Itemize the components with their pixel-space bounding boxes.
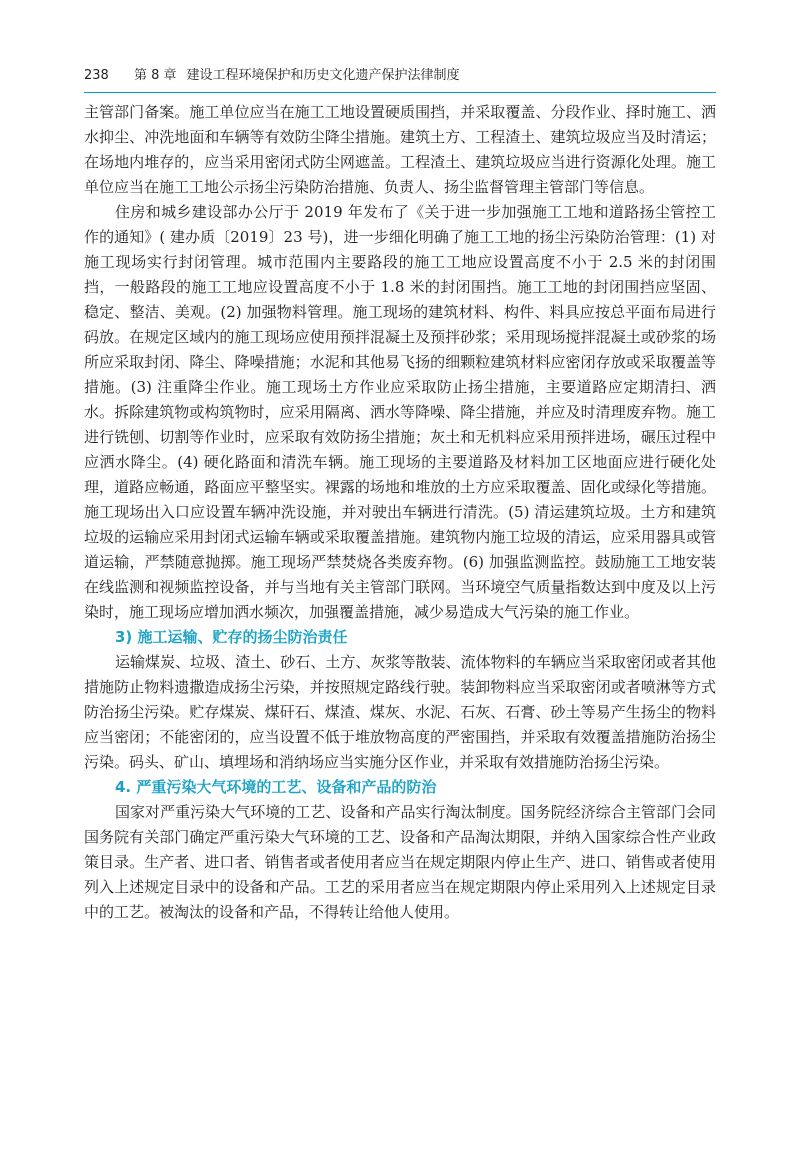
running-head: [84, 66, 716, 90]
section-heading-4: 4. 严重污染大气环境的工艺、设备和产品的防治: [115, 778, 437, 796]
chapter-label: 第 8 章: [134, 68, 177, 83]
paragraph-1: 主管部门备案。施工单位应当在施工工地设置硬质围挡，并采取覆盖、分段作业、择时施工、洒水抑尘、冲洗地面和车辆等有效防尘降尘措施。建筑土方、工程渣土、建筑垃圾应当及时清运；在场地内堆存的，应当采用密闭式防尘网遮盖。工程渣土、建筑垃圾应当进行资源化处理。施工单位应当在施工工地公示扬尘污染防治措施、负责人、扬尘监督管理主管部门等信息。: [84, 103, 716, 196]
chapter-title: 建设工程环境保护和历史文化遗产保护法律制度: [186, 68, 460, 83]
paragraph-3: 运输煤炭、垃圾、渣土、砂石、土方、灰浆等散装、流体物料的车辆应当采取密闭或者其他措施防止物料遗撒造成扬尘污染，并按照规定路线行驶。装卸物料应当采取密闭或者喷淋等方式防治扬尘污染。贮存煤炭、煤矸石、煤渣、煤灰、水泥、石灰、石膏、砂土等易产生扬尘的物料应当密闭；不能密闭的，应当设置不低于堆放物高度的严密围挡，并采取有效覆盖措施防治扬尘污染。码头、矿山、填埋场和消纳场应当实施分区作业，并采取有效措施防治扬尘污染。: [84, 653, 716, 771]
paragraph-4: 国家对严重污染大气环境的工艺、设备和产品实行淘汰制度。国务院经济综合主管部门会同国务院有关部门确定严重污染大气环境的工艺、设备和产品淘汰期限，并纳入国家综合性产业政策目录。生产者、进口者、销售者或者使用者应当在规定期限内停止生产、进口、销售或者使用列入上述规定目录中的设备和产品。工艺的采用者应当在规定期限内停止采用列入上述规定目录中的工艺。被淘汰的设备和产品，不得转让给他人使用。: [84, 803, 716, 921]
body-text: [84, 100, 716, 925]
section-heading-3: 3) 施工运输、贮存的扬尘防治责任: [115, 628, 348, 646]
paragraph-2: 住房和城乡建设部办公厅于 2019 年发布了《关于进一步加强施工工地和道路扬尘管控工作的通知》( 建办质〔2019〕23 号)，进一步细化明确了施工工地的扬尘污染防治管理：(1) 对施工现场实行封闭管理。城市范围内主要路段的施工工地应设置高度不小于 2.5 米的封闭围挡，一般路段的施工工地应设置高度不小于 1.8 米的封闭围挡。施工工地的封闭围挡应坚固、稳定、整洁、美观。(2) 加强物料管理。施工现场的建筑材料、构件、料具应按总平面布局进行码放。在规定区域内的施工现场应使用预拌混凝土及预拌砂浆；采用现场搅拌混凝土或砂浆的场所应采取封闭、降尘、降噪措施；水泥和其他易飞扬的细颗粒建筑材料应密闭存放或采取覆盖等措施。(3) 注重降尘作业。施工现场土方作业应采取防止扬尘措施，主要道路应定期清扫、洒水。拆除建筑物或构筑物时，应采用隔离、洒水等降噪、降尘措施，并应及时清理废弃物。施工进行铣刨、切割等作业时，应采取有效防扬尘措施；灰土和无机料应采用预拌进场，碾压过程中应洒水降尘。(4) 硬化路面和清洗车辆。施工现场的主要道路及材料加工区地面应进行硬化处理，道路应畅通，路面应平整坚实。裸露的场地和堆放的土方应采取覆盖、固化或绿化等措施。施工现场出入口应设置车辆冲洗设施，并对驶出车辆进行清洗。(5) 清运建筑垃圾。土方和建筑垃圾的运输应采用封闭式运输车辆或采取覆盖措施。建筑物内施工垃圾的清运，应采用器具或管道运输，严禁随意抛掷。施工现场严禁焚烧各类废弃物。(6) 加强监测监控。鼓励施工工地安装在线监测和视频监控设备，并与当地有关主管部门联网。当环境空气质量指数达到中度及以上污染时，施工现场应增加洒水频次，加强覆盖措施，减少易造成大气污染的施工作业。: [84, 203, 716, 621]
page-number: 238: [84, 68, 109, 83]
header-rule: [84, 92, 716, 93]
